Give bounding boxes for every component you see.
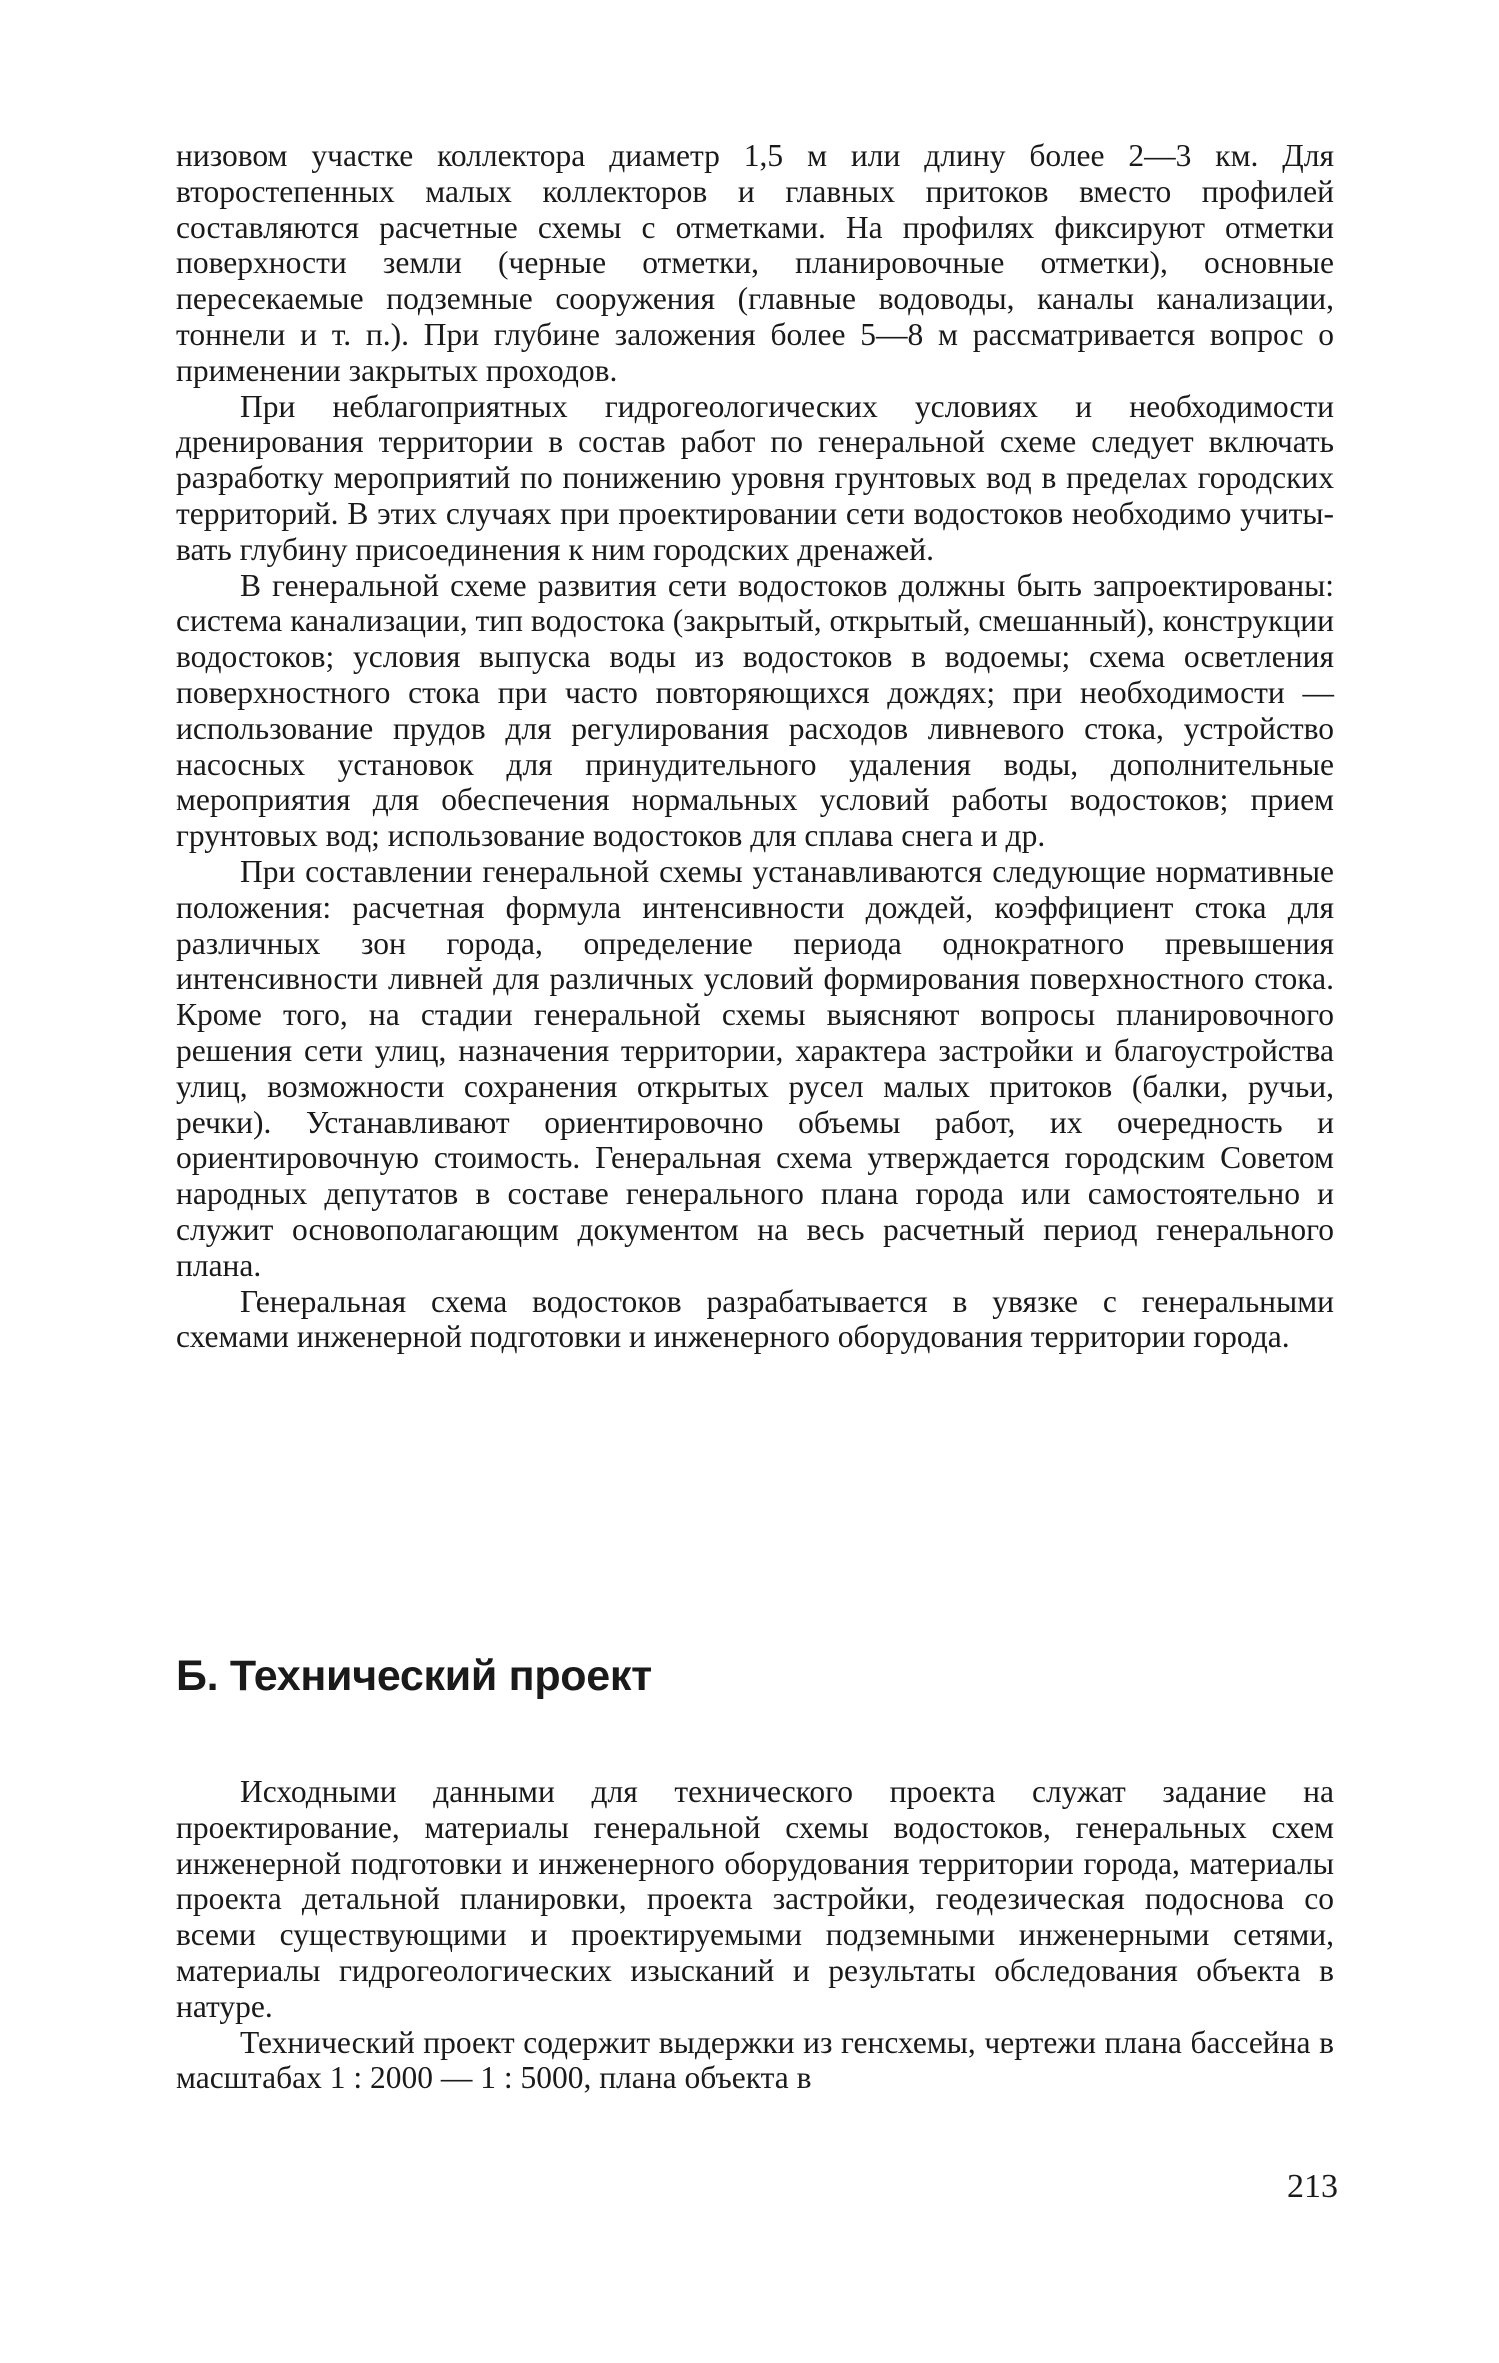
body-text (176, 138, 1334, 1355)
paragraph-technical-project-contents: Технический проект содержит выдержки из генсхемы, чертежи плана бассейна в масштабах 1 : 2000 — 1 : 5000, плана объекта в (176, 2024, 1334, 2096)
paragraph-continuation: низовом участке коллектора диаметр 1,5 м или длину более 2—3 км. Для второстепенных малых коллекторов и главных притоков вместо профилей составляются расчетные схемы с отметками. На профилях фиксируют отметки поверхности земли (черные отметки, планировочные отметки), основные пересекаемые подземные сооружения (главные водоводы, каналы канализации, тоннели и т. п.). При глубине заложения более 5—8 м рассматривается вопрос о применении закрытых проходов. (176, 138, 1334, 388)
paragraph-general-scheme-content: В генеральной схеме развития сети водостоков должны быть запроектированы: система канализации, тип водостока (закрытый, открытый, смешанный), конструкции водостоков; условия выпуска воды из водостоков в водоемы; схема осветления поверхностного стока при часто повторяющихся дождях; при необходимости — использование прудов для регулирования расходов ливневого стока, устройство насосных установок для принудительного удаления воды, дополнительные мероприятия для обеспечения нормальных условий работы водостоков; прием грунтовых вод; использование водостоков для сплава снега и др. (176, 567, 1334, 854)
section-text (176, 1774, 1334, 2096)
paragraph-initial-data: Исходными данными для технического проекта служат задание на проектирование, материалы генеральной схемы водостоков, генеральных схем инженерной подготовки и инженерного оборудования территории города, материалы проекта детальной планировки, проекта застройки, геодезическая подоснова со всеми существующими и проектируемыми подземными инженерными сетями, материалы гидрогеологических изысканий и результаты обследования объекта в натуре. (176, 1774, 1334, 2024)
section-heading: Б. Технический проект (176, 1652, 652, 1700)
paragraph-drainage: При неблагоприятных гидрогеологических условиях и необходимости дренирования территории в состав работ по генеральной схеме следует включать разработку мероприятий по понижению уровня грунтовых вод в пределах городских территорий. В этих случаях при проектировании сети водостоков необходимо учитывать глубину присоединения к ним городских дренажей. (176, 388, 1334, 567)
paragraph-normative-provisions: При составлении генеральной схемы устанавливаются следующие нормативные положения: расчетная формула интенсивности дождей, коэффициент стока для различных зон города, определение периода однократного превышения интенсивности ливней для различных условий формирования поверхностного стока. Кроме того, на стадии генеральной схемы выясняют вопросы планировочного решения сети улиц, назначения территории, характера застройки и благоустройства улиц, возможности сохранения открытых русел малых притоков (балки, ручьи, речки). Устанавливают ориентировочно объемы работ, их очередность и ориентировочную стоимость. Генеральная схема утверждается городским Советом народных депутатов в составе генерального плана города или самостоятельно и служит основополагающим документом на весь расчетный период генерального плана. (176, 853, 1334, 1283)
page-number: 213 (1287, 2168, 1338, 2205)
paragraph-coordination: Генеральная схема водостоков разрабатывается в увязке с генеральными схемами инженерной подготовки и инженерного оборудования территории города. (176, 1283, 1334, 1355)
